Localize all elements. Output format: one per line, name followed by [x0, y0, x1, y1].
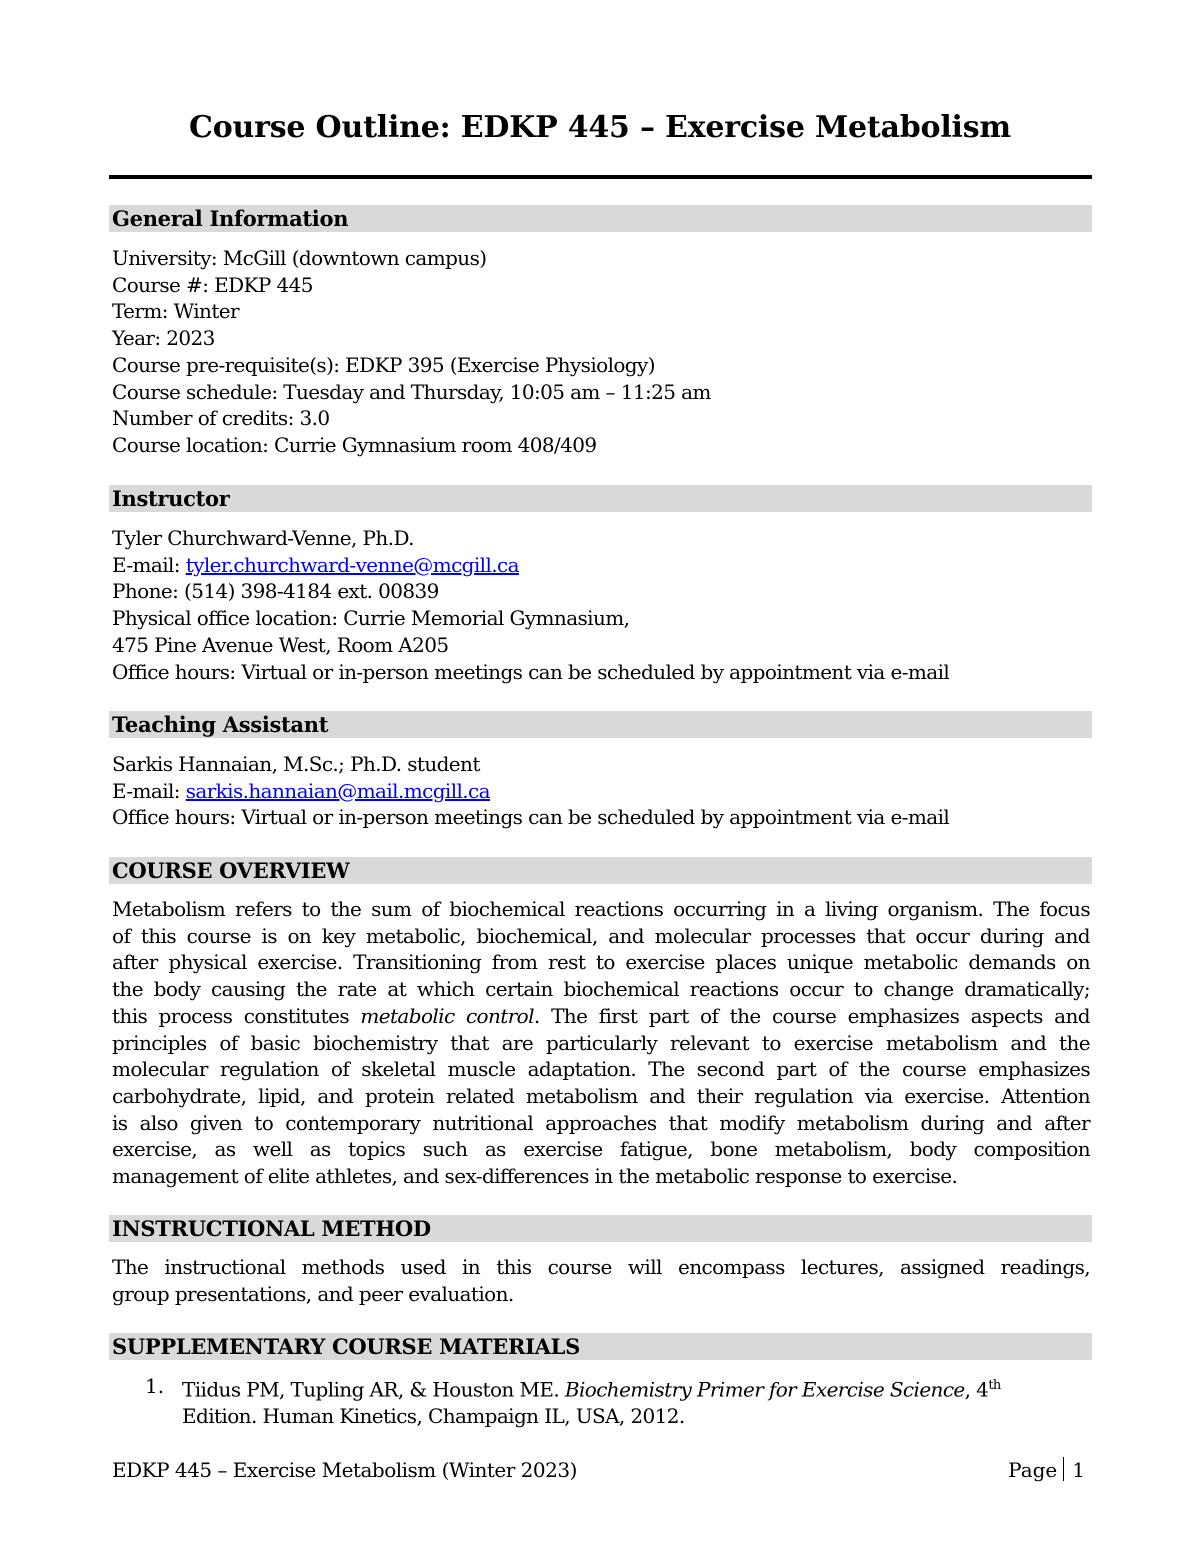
- overview-line: exercise, as well as topics such as exercise fatigue, bone metabolism, body composition: [112, 1137, 1090, 1162]
- overview-line: management of elite athletes, and sex-differences in the metabolic response to exercise.: [112, 1164, 958, 1189]
- reference-item: [182, 1373, 1090, 1430]
- ta-name: Sarkis Hannaian, M.Sc.; Ph.D. student: [112, 752, 480, 776]
- location-line: Course location: Currie Gymnasium room 408/409: [112, 432, 597, 457]
- course-overview-paragraph: [112, 896, 1090, 1190]
- method-line: group presentations, and peer evaluation.: [112, 1281, 514, 1306]
- section-header-general-information: General Information: [109, 205, 1092, 232]
- overview-line-metabolic-control: [112, 1003, 1090, 1030]
- overview-line-5-end: . The first part of the course emphasizes aspects and: [533, 1003, 1090, 1028]
- teaching-assistant-block: [112, 751, 1090, 831]
- footer-course-label: EDKP 445 – Exercise Metabolism (Winter 2023): [112, 1458, 577, 1482]
- footer-page-label: Page: [1008, 1458, 1058, 1482]
- schedule-line: Course schedule: Tuesday and Thursday, 10:05 am – 11:25 am: [112, 379, 711, 404]
- method-line: The instructional methods used in this course will encompass lectures, assigned readings,: [112, 1255, 1090, 1279]
- section-header-teaching-assistant: Teaching Assistant: [109, 711, 1092, 738]
- instructional-method-paragraph: [112, 1254, 1090, 1307]
- ta-email-label: E-mail:: [112, 778, 186, 803]
- reference-authors: Tiidus PM, Tupling AR, & Houston ME.: [182, 1377, 565, 1402]
- overview-line: carbohydrate, lipid, and protein related metabolism and their regulation via exercise. Attention: [112, 1083, 1090, 1108]
- credits-line: Number of credits: 3.0: [112, 406, 330, 431]
- university-line: University: McGill (downtown campus): [112, 246, 487, 270]
- instructor-email-line: [112, 552, 1090, 579]
- instructor-office-hours: Office hours: Virtual or in-person meetings can be scheduled by appointment via e-mail: [112, 659, 950, 684]
- footer-page-number: [1008, 1457, 1085, 1483]
- section-header-course-overview: COURSE OVERVIEW: [109, 857, 1092, 884]
- overview-line: Metabolism refers to the sum of biochemical reactions occurring in a living organism. The focus: [112, 897, 1090, 921]
- instructor-email-link[interactable]: tyler.churchward-venne@mcgill.ca: [185, 552, 519, 577]
- ta-email-link[interactable]: sarkis.hannaian@mail.mcgill.ca: [185, 778, 490, 803]
- overview-line: principles of basic biochemistry that are particularly relevant to exercise metabolism and the: [112, 1030, 1090, 1055]
- overview-line: molecular regulation of skeletal muscle adaptation. The second part of the course emphasizes: [112, 1057, 1090, 1082]
- instructor-phone: Phone: (514) 398-4184 ext. 00839: [112, 579, 439, 604]
- term-line: Term: Winter: [112, 299, 239, 324]
- instructor-name: Tyler Churchward-Venne, Ph.D.: [112, 526, 414, 550]
- footer-page-value: 1: [1072, 1458, 1085, 1482]
- footer-separator: [1063, 1457, 1064, 1481]
- overview-line: after physical exercise. Transitioning from rest to exercise places unique metabolic demands on: [112, 950, 1090, 975]
- course-number-line: Course #: EDKP 445: [112, 272, 313, 297]
- reference-book-title: Biochemistry Primer for Exercise Science: [564, 1377, 965, 1402]
- page-title: Course Outline: EDKP 445 – Exercise Metabolism: [189, 110, 1011, 145]
- ta-office-hours: Office hours: Virtual or in-person meetings can be scheduled by appointment via e-mail: [112, 805, 950, 830]
- reference-edition-suffix: th: [988, 1378, 1001, 1393]
- section-header-instructor: Instructor: [109, 485, 1092, 512]
- general-information-block: [112, 245, 1090, 459]
- year-line: Year: 2023: [112, 326, 215, 351]
- instructor-office-line-2: 475 Pine Avenue West, Room A205: [112, 632, 449, 657]
- metabolic-control-emphasis: metabolic control: [360, 1003, 534, 1028]
- prerequisite-line: Course pre-requisite(s): EDKP 395 (Exercise Physiology): [112, 352, 655, 377]
- ta-email-line: [112, 778, 1090, 805]
- reference-line-1: [182, 1373, 1090, 1403]
- instructor-block: [112, 525, 1090, 685]
- overview-line: the body causing the rate at which certain biochemical reactions occur to change dramatically;: [112, 977, 1090, 1002]
- reference-number: 1.: [145, 1374, 165, 1398]
- section-header-instructional-method: INSTRUCTIONAL METHOD: [109, 1215, 1092, 1242]
- title-divider: [109, 175, 1092, 179]
- instructor-office-line-1: Physical office location: Currie Memorial Gymnasium,: [112, 606, 630, 631]
- reference-edition: , 4: [964, 1377, 989, 1402]
- overview-line-5-start: this process constitutes: [112, 1003, 361, 1028]
- overview-line: of this course is on key metabolic, biochemical, and molecular processes that occur during and: [112, 923, 1090, 948]
- reference-line-2: Edition. Human Kinetics, Champaign IL, USA, 2012.: [182, 1404, 685, 1429]
- overview-line: is also given to contemporary nutritional approaches that modify metabolism during and after: [112, 1110, 1090, 1135]
- section-header-supplementary-materials: SUPPLEMENTARY COURSE MATERIALS: [109, 1333, 1092, 1360]
- instructor-email-label: E-mail:: [112, 552, 186, 577]
